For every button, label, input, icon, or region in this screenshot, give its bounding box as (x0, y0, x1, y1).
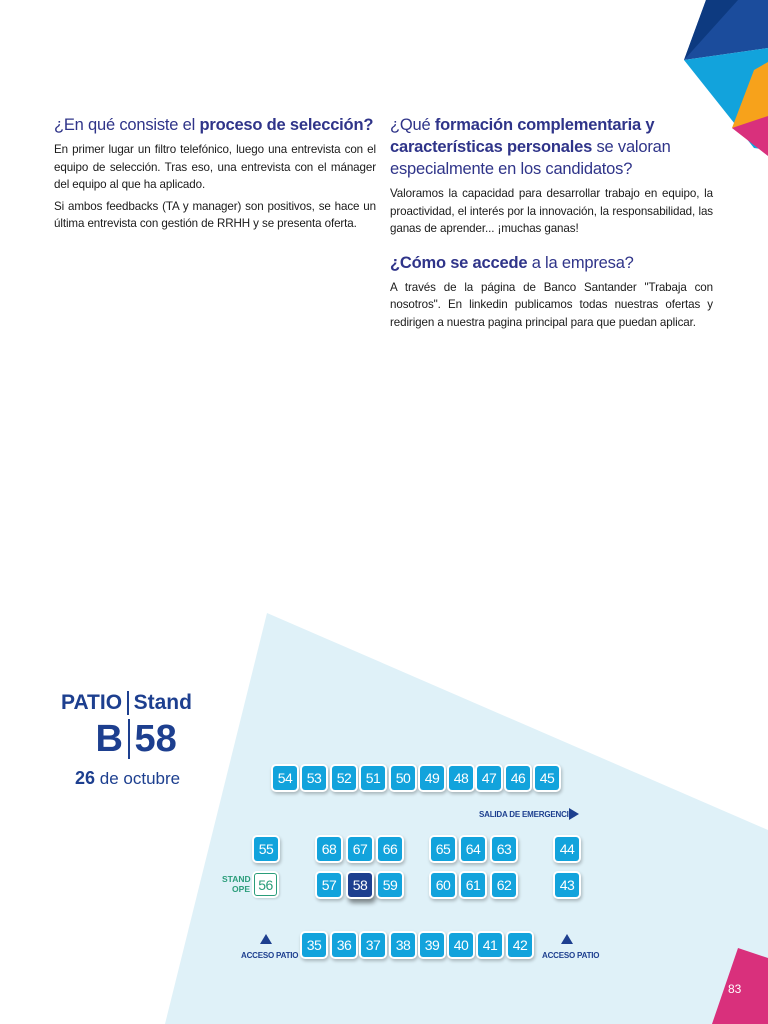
stand-ope-label: STAND OPE (222, 874, 251, 894)
stand-box[interactable]: 36 (332, 933, 356, 957)
left-paragraph-1: En primer lugar un filtro telefónico, luego una entrevista con el equipo de selección. Tras eso, una entrevista con el mánager del equipo al que ha aplicado. (54, 143, 376, 191)
stand-box[interactable]: 52 (332, 766, 356, 790)
stand-box[interactable]: 44 (555, 837, 579, 861)
patio-label: PATIO (61, 691, 123, 714)
event-date (75, 768, 180, 789)
stand-box[interactable]: 41 (478, 933, 502, 957)
right-paragraph-1: Valoramos la capacidad para desarrollar trabajo en equipo, la proactividad, el interés por la innovación, la responsabilidad, las ganas de aprender... ¡muchas ganas! (390, 187, 713, 235)
patio-access-label-left: ACCESO PATIO (241, 951, 299, 960)
stand-box[interactable]: 62 (492, 873, 516, 897)
stand-box[interactable]: 37 (361, 933, 385, 957)
stand-box[interactable]: 59 (378, 873, 402, 897)
stand-box[interactable]: 43 (555, 873, 579, 897)
stand-ope-box[interactable]: 56 (254, 873, 277, 896)
divider (128, 719, 130, 759)
left-heading: ¿En qué consiste el proceso de selección? (54, 116, 374, 134)
stand-box[interactable]: 38 (391, 933, 415, 957)
date-day: 26 (75, 768, 96, 788)
stand-box[interactable]: 61 (461, 873, 485, 897)
left-paragraph-2: Si ambos feedbacks (TA y manager) son positivos, se hace un última entrevista con gestión de RRHH y se presenta oferta. (54, 199, 376, 230)
stand-value: 58 (134, 717, 177, 760)
stand-box[interactable]: 39 (420, 933, 444, 957)
patio-stand-title (61, 689, 192, 761)
divider (127, 691, 129, 715)
stand-label: Stand (133, 691, 192, 714)
patio-value: B (95, 717, 123, 760)
emergency-exit-label: SALIDA DE EMERGENCIA (479, 810, 575, 819)
stand-box[interactable]: 65 (431, 837, 455, 861)
page-number: 83 (728, 982, 742, 996)
stand-box[interactable]: 48 (449, 766, 473, 790)
stand-box[interactable]: 46 (506, 766, 530, 790)
stand-box[interactable]: 67 (348, 837, 372, 861)
stand-box[interactable]: 47 (477, 766, 501, 790)
arrow-right-icon (569, 808, 579, 820)
arrow-up-icon (561, 934, 573, 944)
arrow-up-icon (260, 934, 272, 944)
patio-access-label-right: ACCESO PATIO (542, 951, 600, 960)
stand-box[interactable]: 40 (449, 933, 473, 957)
right-column (390, 114, 713, 335)
stand-box[interactable]: 55 (254, 837, 278, 861)
stand-box[interactable]: 35 (302, 933, 326, 957)
right-heading-2: ¿Cómo se accede a la empresa? (390, 253, 634, 272)
right-heading-1: ¿Qué formación complementaria y características personales se valoran especialmente en los candidatos? (390, 116, 671, 178)
stand-box[interactable]: 49 (420, 766, 444, 790)
stand-box[interactable]: 66 (378, 837, 402, 861)
right-paragraph-2: A través de la página de Banco Santander "Trabaja con nosotros". En linkedin publicamos todas nuestras ofertas y redirigen a nuestra pagina principal para que puedan aplicar. (390, 280, 713, 329)
stand-box[interactable]: 50 (391, 766, 415, 790)
light-blue-panel (165, 613, 768, 1024)
stand-box[interactable]: 54 (273, 766, 297, 790)
stand-box[interactable]: 53 (302, 766, 326, 790)
stand-box[interactable]: 64 (461, 837, 485, 861)
stand-box[interactable]: 68 (317, 837, 341, 861)
stand-box[interactable]: 51 (361, 766, 385, 790)
date-month: de octubre (95, 769, 181, 788)
left-column (54, 114, 376, 237)
highlighted-stand-box[interactable]: 58 (348, 873, 372, 897)
stand-box[interactable]: 42 (508, 933, 532, 957)
stand-box[interactable]: 63 (492, 837, 516, 861)
stand-box[interactable]: 45 (535, 766, 559, 790)
stand-box[interactable]: 57 (317, 873, 341, 897)
stand-box[interactable]: 60 (431, 873, 455, 897)
